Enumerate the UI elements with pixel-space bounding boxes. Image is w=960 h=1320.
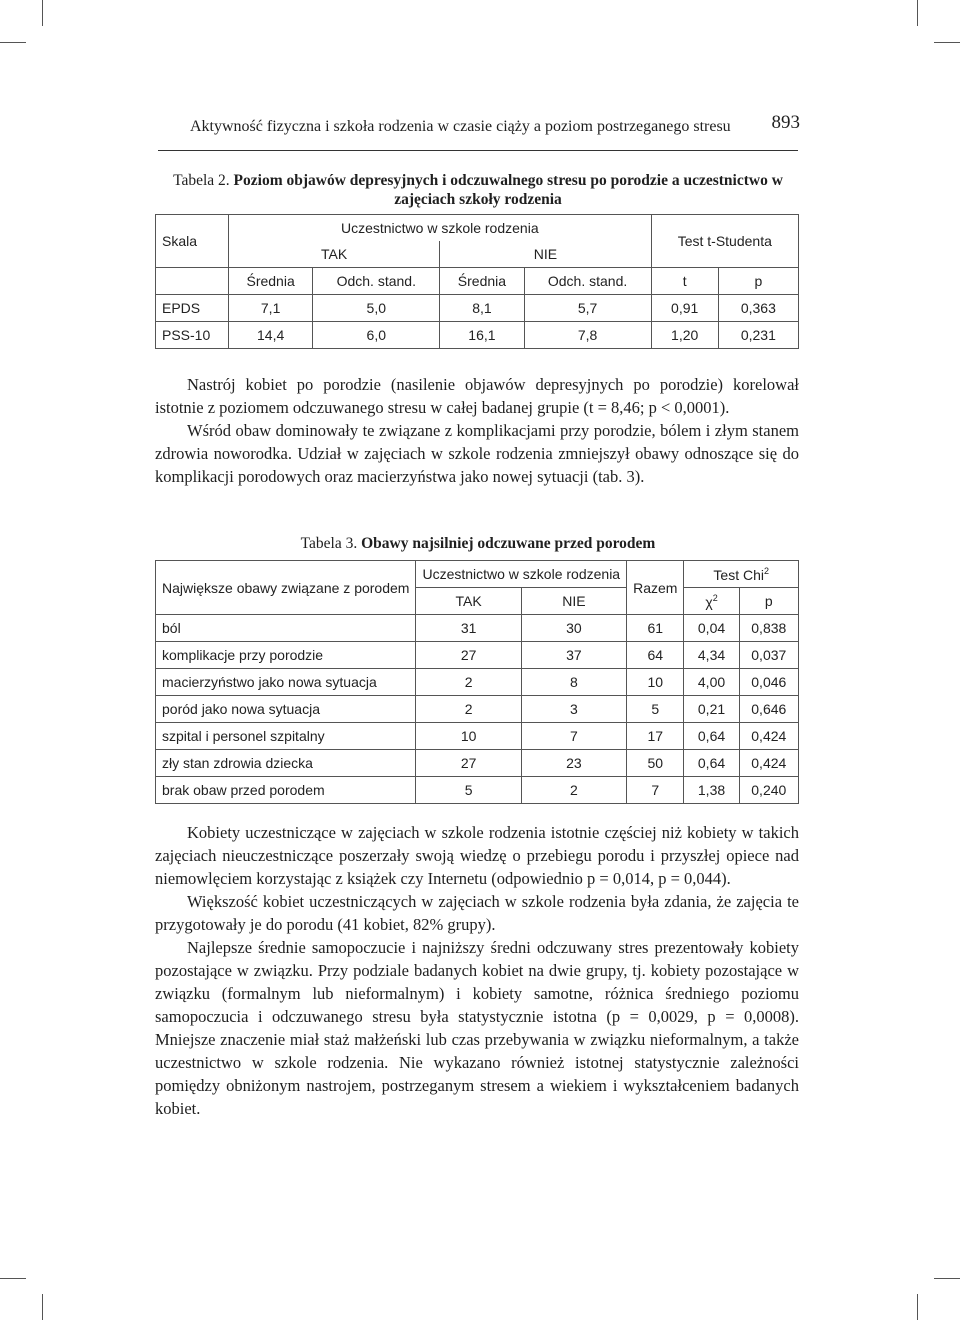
table3-caption-title: Obawy najsilniej odczuwane przed porodem [361,535,656,552]
t3-cell: 30 [521,615,626,642]
t3-cell: 31 [416,615,521,642]
table-row [156,295,799,322]
t2-header-group: Uczestnictwo w szkole rodzenia [229,215,652,242]
table-row [156,777,799,804]
table2-caption-title: Poziom objawów depresyjnych i odczuwalnego stresu po porodzie a uczestnictwo w zajęciach szkoły rodzenia [233,172,783,208]
t2-cell: 0,231 [718,322,798,349]
table-row [156,750,799,777]
t2-header-nie: NIE [440,241,651,268]
body-section-2 [155,821,799,1120]
t2-header-blank [156,268,229,295]
running-header [190,112,800,136]
t2-cell: 7,1 [229,295,313,322]
t3-cell: 3 [521,696,626,723]
t3-cell: 64 [627,642,684,669]
paragraph: Kobiety uczestniczące w zajęciach w szkole rodzenia istotnie częściej niż kobiety w takich zajęciach nieuczestniczące poszerzały swoją wiedzę o przebiegu porodu i przyszłej opiece nad niemowlęciem korzystając z książek czy Internetu (odpowiednio p = 0,014, p = 0,044). [155,823,799,888]
t3-cell: 8 [521,669,626,696]
t3-cell: 2 [521,777,626,804]
t3-cell: 23 [521,750,626,777]
t3-cell: 0,046 [739,669,798,696]
t3-header-tak: TAK [416,588,521,615]
t2-cell: 0,363 [718,295,798,322]
t3-cell: 0,64 [684,750,739,777]
body-section-1 [155,373,799,488]
t2-header-skala: Skala [156,215,229,268]
header-rule [158,150,798,151]
t2-cell: 6,0 [313,322,440,349]
t3-cell: zły stan zdrowia dziecka [156,750,416,777]
t3-cell: 2 [416,669,521,696]
t2-header-p: p [718,268,798,295]
t2-header-odch: Odch. stand. [524,268,651,295]
table3-caption [158,535,798,553]
t3-header-razem: Razem [627,561,684,615]
page-number: 893 [771,112,800,133]
table3 [155,560,799,804]
table-row [156,322,799,349]
t2-cell: 7,8 [524,322,651,349]
t3-cell: 2 [416,696,521,723]
t3-cell: poród jako nowa sytuacja [156,696,416,723]
t2-cell: 14,4 [229,322,313,349]
t3-cell: 37 [521,642,626,669]
t2-header-srednia: Średnia [229,268,313,295]
t3-cell: 4,00 [684,669,739,696]
paragraph: Wśród obaw dominowały te związane z komplikacjami przy porodzie, bólem i złym stanem zdrowia noworodka. Udział w zajęciach w szkole rodzenia zmniejszył obawy odnoszące się do komplikacji porodowych oraz macierzyństwa jako nowej sytuacji (tab. 3). [155,421,799,486]
crop-mark [934,1278,960,1279]
table3-caption-prefix: Tabela 3. [300,535,358,552]
t3-cell: 5 [627,696,684,723]
crop-mark [0,1278,26,1279]
t3-cell: 10 [627,669,684,696]
t2-cell: 0,91 [651,295,718,322]
t2-cell: 5,0 [313,295,440,322]
t3-cell: 1,38 [684,777,739,804]
table-row [156,642,799,669]
t3-cell: 0,21 [684,696,739,723]
t3-header-chi [684,588,739,615]
t3-cell: 0,04 [684,615,739,642]
t2-cell: PSS-10 [156,322,229,349]
t2-cell: 16,1 [440,322,524,349]
t3-cell: 5 [416,777,521,804]
t3-cell: ból [156,615,416,642]
crop-mark [0,42,26,43]
t2-header-test: Test t-Studenta [651,215,798,268]
table2-caption [158,171,798,209]
t3-cell: 0,64 [684,723,739,750]
t3-cell: 0,646 [739,696,798,723]
crop-mark [917,1294,918,1320]
paragraph: Większość kobiet uczestniczących w zajęciach w szkole rodzenia była zdania, że zajęcia te przygotowały je do porodu (41 kobiet, 82% grupy). [155,892,799,934]
t3-cell: 7 [627,777,684,804]
crop-mark [917,0,918,26]
t3-cell: 50 [627,750,684,777]
t3-cell: 17 [627,723,684,750]
t3-cell: 0,838 [739,615,798,642]
t3-header-group: Uczestnictwo w szkole rodzenia [416,561,627,588]
t2-cell: EPDS [156,295,229,322]
table-row [156,615,799,642]
t3-cell: 27 [416,642,521,669]
table2-caption-prefix: Tabela 2. [173,172,230,189]
t3-cell: 10 [416,723,521,750]
running-title: Aktywność fizyczna i szkoła rodzenia w czasie ciąży a poziom postrzeganego stresu [190,118,731,135]
crop-mark [42,1294,43,1320]
crop-mark [934,42,960,43]
table-row [156,696,799,723]
t3-header-test [684,561,799,588]
t2-cell: 1,20 [651,322,718,349]
t3-header-label: Największe obawy związane z porodem [156,561,416,615]
t3-header-nie: NIE [521,588,626,615]
t3-header-chi-text: χ [705,593,713,610]
t3-cell: 0,240 [739,777,798,804]
t3-header-test-text: Test Chi [713,566,764,583]
crop-mark [42,0,43,26]
paragraph: Najlepsze średnie samopoczucie i najniższy średni odczuwany stres prezentowały kobiety pozostające w związku. Przy podziale badanych kobiet na dwie grupy, tj. kobiety pozostające w związku (formalnym lub nieformalnym) i kobiety samotne, różnica średniego poziomu samopoczucia i odczuwanego stresu była statystycznie istotna (p = 0,0029, p = 0,0008). Mniejsze znaczenie miał staż małżeński lub czas przebywania w związku nieformalnym, a także uczestnictwo w szkole rodzenia. Nie wykazano również istotnej statystycznie zależności pomiędzy obniżonym nastrojem, postrzeganym stresem a wiekiem i wykształceniem badanych kobiet. [155,938,799,1118]
t2-header-odch: Odch. stand. [313,268,440,295]
t2-cell: 8,1 [440,295,524,322]
t3-cell: macierzyństwo jako nowa sytuacja [156,669,416,696]
t2-header-t: t [651,268,718,295]
t3-cell: komplikacje przy porodzie [156,642,416,669]
t3-cell: 27 [416,750,521,777]
t2-header-tak: TAK [229,241,440,268]
t3-cell: 61 [627,615,684,642]
t2-cell: 5,7 [524,295,651,322]
t3-header-chi-sup: 2 [712,592,718,603]
t3-cell: 0,424 [739,723,798,750]
table2 [155,214,799,349]
t2-header-srednia: Średnia [440,268,524,295]
t3-cell: 7 [521,723,626,750]
t3-cell: 0,037 [739,642,798,669]
paragraph: Nastrój kobiet po porodzie (nasilenie objawów depresyjnych po porodzie) korelował istotnie z poziomem odczuwanego stresu w całej badanej grupie (t = 8,46; p < 0,0001). [155,375,799,417]
table-row [156,723,799,750]
t3-cell: brak obaw przed porodem [156,777,416,804]
t3-cell: szpital i personel szpitalny [156,723,416,750]
t3-header-test-sup: 2 [764,565,770,576]
t3-cell: 0,424 [739,750,798,777]
t3-cell: 4,34 [684,642,739,669]
table-row [156,669,799,696]
t3-header-p: p [739,588,798,615]
